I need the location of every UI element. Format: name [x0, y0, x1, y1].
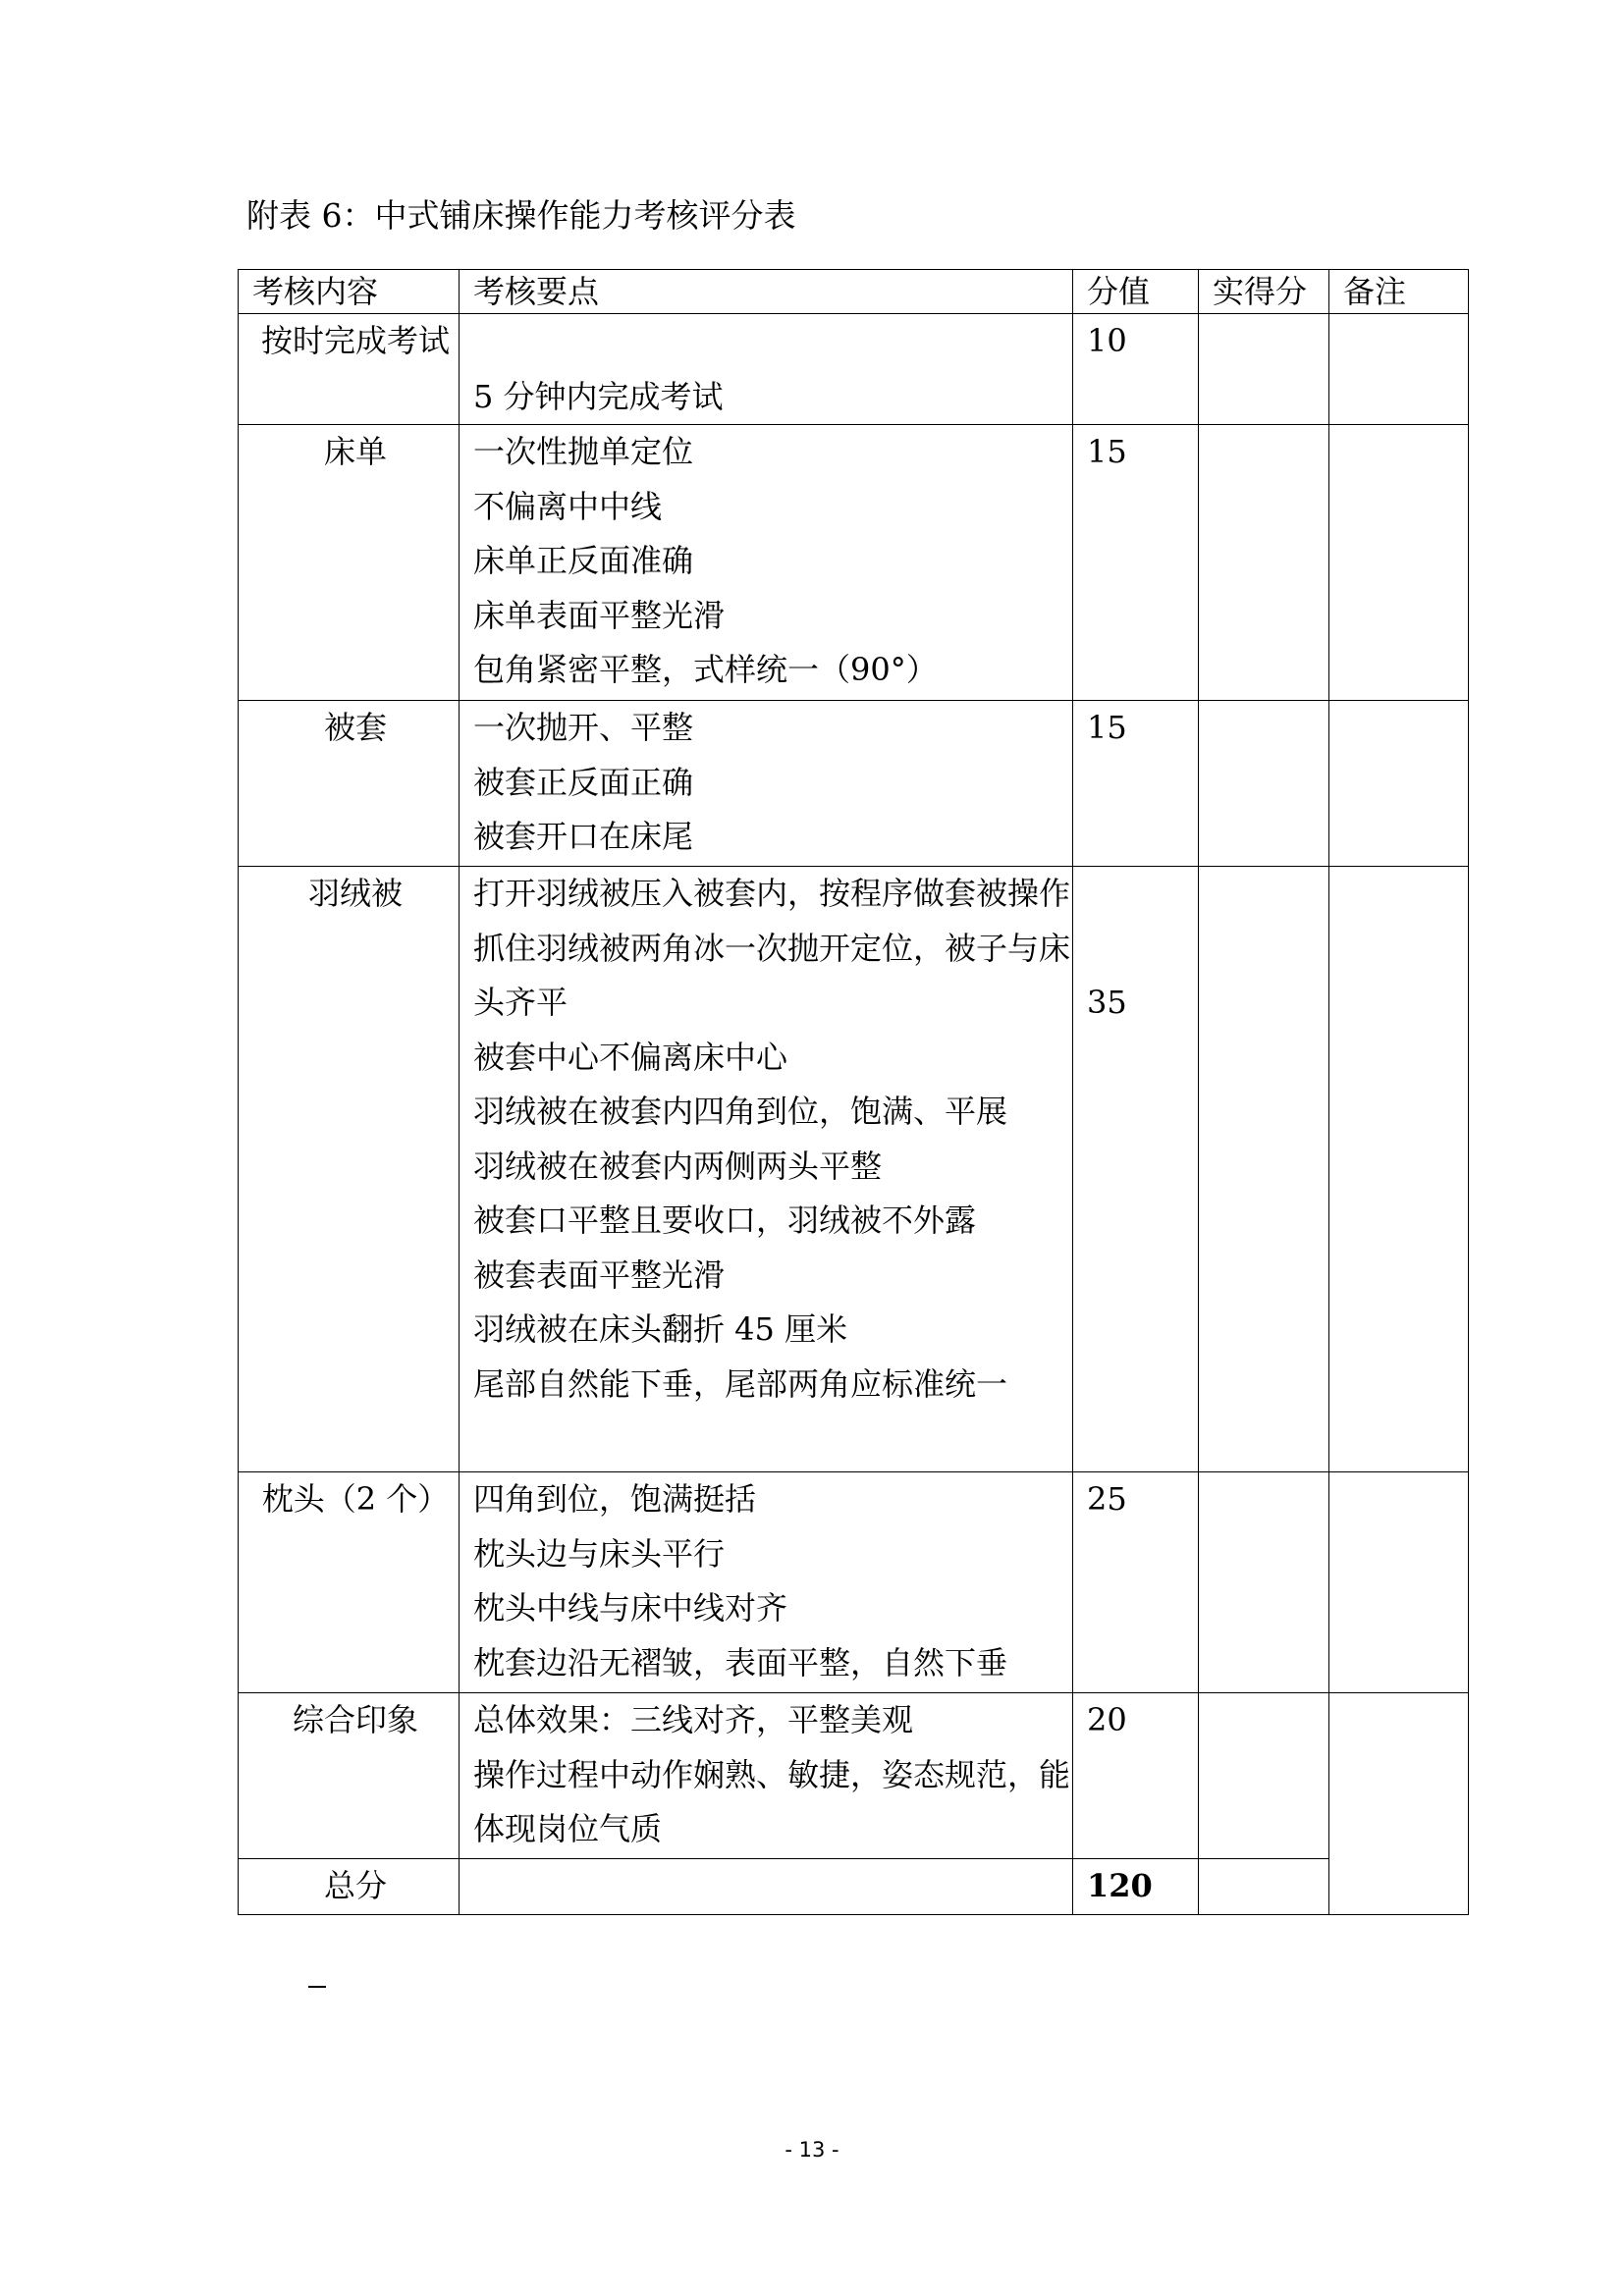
- point-text: 羽绒被在被套内四角到位，饱满、平展: [473, 1093, 1008, 1130]
- table-header-row: [239, 270, 1469, 314]
- point-text: 床单正反面准确: [473, 542, 694, 579]
- row-actual-score: [1199, 867, 1329, 1472]
- total-actual-score: [1199, 1859, 1329, 1915]
- page-number: - 13 -: [785, 2138, 839, 2162]
- row-actual-score: [1199, 1693, 1329, 1859]
- point-text: 操作过程中动作娴熟、敏捷，姿态规范，能体现岗位气质: [473, 1755, 1071, 1847]
- row-remarks: [1329, 867, 1469, 1472]
- row-item: 床单: [239, 425, 460, 701]
- point-text: 一次性抛单定位: [473, 433, 694, 470]
- dash-mark: [308, 1986, 326, 1988]
- point-text: 被套正反面正确: [473, 763, 694, 801]
- point-text: 枕套边沿无褶皱，表面平整，自然下垂: [473, 1643, 1008, 1682]
- row-actual-score: [1199, 1472, 1329, 1693]
- point-text: 床单表面平整光滑: [473, 596, 726, 634]
- point-text: 尾部自然能下垂，尾部两角应标准统一: [473, 1364, 1008, 1403]
- header-score: 分值: [1073, 270, 1199, 314]
- header-item: 考核内容: [239, 270, 460, 314]
- row-remarks: [1329, 1472, 1469, 1693]
- row-score: 20: [1073, 1693, 1199, 1859]
- row-points: [460, 867, 1073, 1472]
- total-score: 120: [1073, 1859, 1199, 1915]
- table-row: [239, 1693, 1469, 1859]
- row-points: [460, 1693, 1073, 1859]
- point-text: 被套口平整且要收口，羽绒被不外露: [473, 1201, 977, 1239]
- row-score: 15: [1073, 425, 1199, 701]
- point-text: 四角到位，饱满挺括: [473, 1480, 757, 1518]
- row-remarks: [1329, 701, 1469, 867]
- point-text: 被套开口在床尾: [473, 818, 694, 855]
- row-score: 15: [1073, 701, 1199, 867]
- point-text: 被套中心不偏离床中心: [473, 1038, 788, 1076]
- row-item: 被套: [239, 701, 460, 867]
- row-remarks: [1329, 1693, 1469, 1915]
- point-text: 羽绒被在床头翻折 45 厘米: [473, 1310, 848, 1348]
- table-row: [239, 1472, 1469, 1693]
- point-text: 一次抛开、平整: [473, 709, 694, 746]
- row-points: [460, 314, 1073, 425]
- point-text: 被套表面平整光滑: [473, 1255, 726, 1294]
- table-row: [239, 701, 1469, 867]
- row-item: 按时完成考试: [239, 314, 460, 425]
- row-actual-score: [1199, 701, 1329, 867]
- table-row: [239, 425, 1469, 701]
- point-text: 抓住羽绒被两角冰一次抛开定位，被子与床头齐平: [473, 929, 1071, 1021]
- row-points: [460, 1472, 1073, 1693]
- header-actual-score: 实得分: [1199, 270, 1329, 314]
- row-points: [460, 701, 1073, 867]
- point-text: 5 分钟内完成考试: [473, 377, 724, 415]
- point-text: 包角紧密平整，式样统一（90°）: [473, 651, 938, 688]
- table-row: [239, 867, 1469, 1472]
- row-actual-score: [1199, 425, 1329, 701]
- point-text: 总体效果：三线对齐，平整美观: [473, 1701, 914, 1738]
- table-total-row: [239, 1859, 1469, 1915]
- row-item: 枕头（2 个）: [239, 1472, 460, 1693]
- header-remarks: 备注: [1329, 270, 1469, 314]
- row-item: 综合印象: [239, 1693, 460, 1859]
- row-score: 25: [1073, 1472, 1199, 1693]
- row-points: [460, 425, 1073, 701]
- point-text: 打开羽绒被压入被套内，按程序做套被操作: [473, 875, 1071, 912]
- row-remarks: [1329, 314, 1469, 425]
- document-title: 附表 6：中式铺床操作能力考核评分表: [246, 196, 796, 235]
- row-actual-score: [1199, 314, 1329, 425]
- point-text: 不偏离中中线: [473, 487, 663, 525]
- total-points: [460, 1859, 1073, 1915]
- point-text: 羽绒被在被套内两侧两头平整: [473, 1147, 883, 1185]
- point-text: 枕头边与床头平行: [473, 1534, 726, 1573]
- row-item: 羽绒被: [239, 867, 460, 1472]
- scoring-table: [238, 269, 1469, 1915]
- table-row: [239, 314, 1469, 425]
- row-score: 10: [1073, 314, 1199, 425]
- point-text: 枕头中线与床中线对齐: [473, 1589, 788, 1627]
- header-points: 考核要点: [460, 270, 1073, 314]
- row-score: 35: [1073, 867, 1199, 1472]
- row-remarks: [1329, 425, 1469, 701]
- total-label: 总分: [239, 1859, 460, 1915]
